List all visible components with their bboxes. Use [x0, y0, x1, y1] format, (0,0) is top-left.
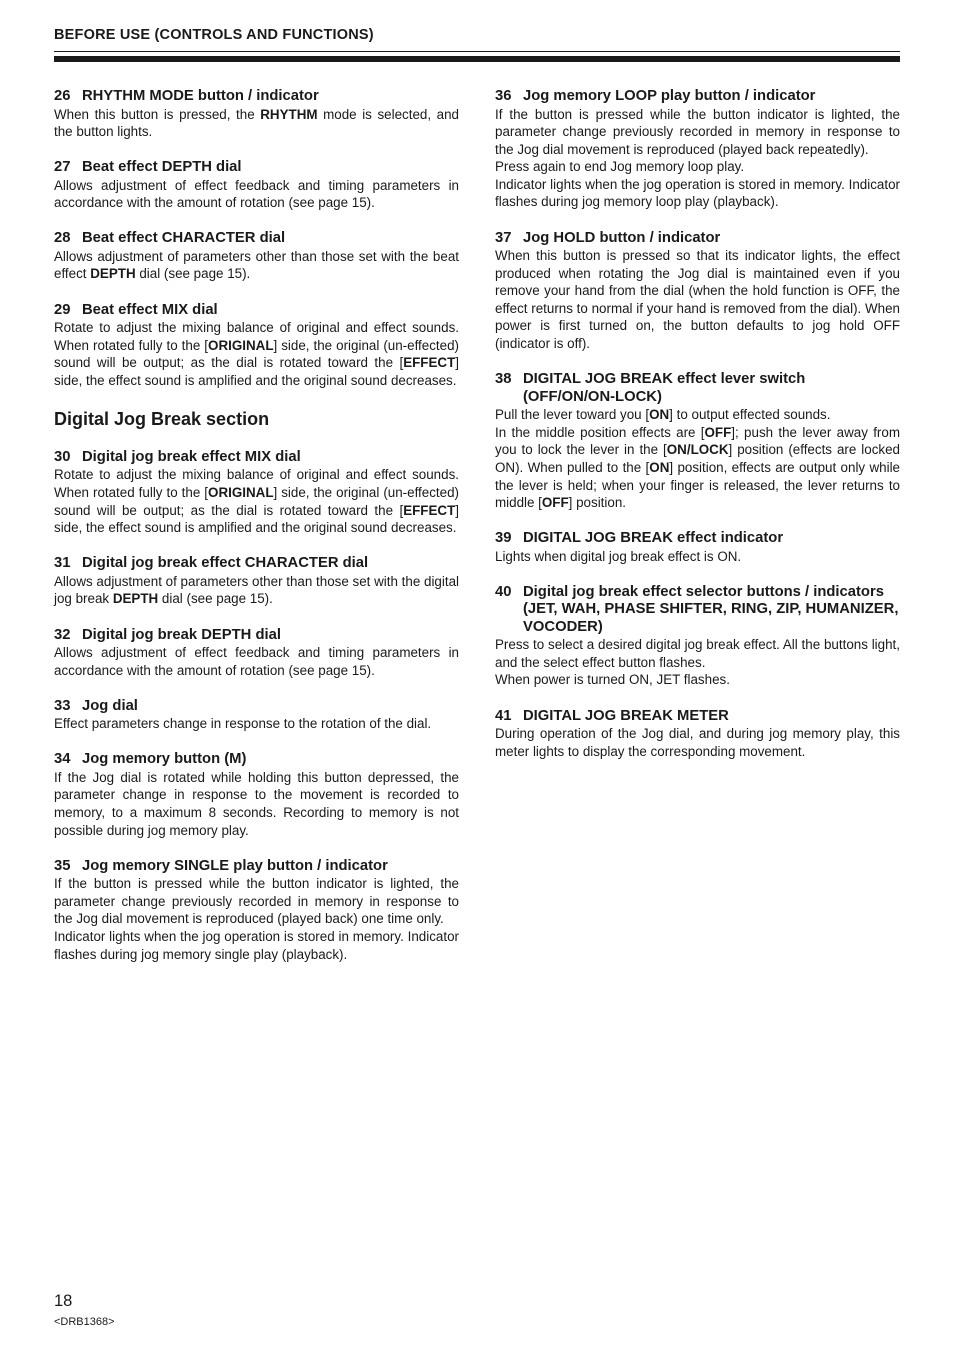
- left-items-a: [54, 88, 459, 389]
- emphasized-term: OFF: [704, 424, 732, 440]
- description-paragraph: [54, 319, 459, 389]
- item-number: 39: [495, 530, 512, 547]
- description-paragraph: [54, 644, 459, 679]
- page-number: 18: [54, 1292, 73, 1310]
- emphasized-term: EFFECT: [403, 355, 456, 371]
- control-item-26: [54, 88, 459, 141]
- text-run: In the middle position effects are [: [495, 424, 705, 440]
- item-number: 38: [495, 371, 512, 388]
- page-header: BEFORE USE (CONTROLS AND FUNCTIONS): [54, 27, 374, 43]
- item-description: [54, 769, 459, 839]
- description-paragraph: [54, 875, 459, 928]
- description-paragraph: [54, 248, 459, 283]
- item-description: [54, 573, 459, 608]
- text-run: ] side, the effect sound is amplified and the original sound decreases.: [54, 355, 459, 388]
- section-title: Digital Jog Break section: [54, 408, 270, 429]
- item-title: DIGITAL JOG BREAK METER: [523, 707, 729, 724]
- description-paragraph: [495, 424, 900, 512]
- text-run: Press again to end Jog memory loop play.: [495, 159, 745, 175]
- item-description: [495, 548, 900, 566]
- text-run: Indicator lights when the jog operation is stored in memory. Indicator flashes during jog memory loop play (playback).: [495, 176, 900, 210]
- item-title: DIGITAL JOG BREAK effect indicator: [523, 530, 784, 547]
- item-number: 27: [54, 159, 71, 176]
- description-paragraph: [495, 247, 900, 353]
- text-run: dial (see page 15).: [158, 591, 273, 607]
- item-description: [54, 319, 459, 389]
- item-heading: [495, 530, 900, 548]
- emphasized-term: RHYTHM: [260, 106, 318, 122]
- item-title: Digital jog break DEPTH dial: [82, 626, 281, 643]
- control-item-27: [54, 159, 459, 212]
- text-run: ] position, effects are output only while the lever is held; when your finger is released, the lever returns to middle [: [495, 459, 900, 511]
- text-run: Indicator lights when the jog operation is stored in memory. Indicator flashes during jog memory single play (playback).: [54, 928, 459, 962]
- control-item-31: [54, 555, 459, 608]
- item-title: Digital jog break effect selector buttons / indicators (JET, WAH, PHASE SHIFTER, RING, ZIP, HUMANIZER, VOCODER): [523, 583, 899, 635]
- item-title: Digital jog break effect MIX dial: [82, 448, 301, 465]
- control-item-38: [495, 371, 900, 512]
- item-heading: [54, 88, 459, 106]
- item-heading: [54, 627, 459, 645]
- doc-code: <DRB1368>: [54, 1316, 115, 1328]
- item-number: 29: [54, 301, 71, 318]
- description-paragraph: [54, 573, 459, 608]
- item-number: 32: [54, 626, 71, 643]
- description-paragraph: [495, 106, 900, 159]
- text-run: If the button is pressed while the button indicator is lighted, the parameter change previously recorded in memory in response to the Jog dial movement is reproduced (played back repeatedly).: [495, 106, 900, 157]
- description-paragraph: [54, 466, 459, 536]
- item-number: 28: [54, 230, 71, 247]
- text-run: Rotate to adjust the mixing balance of original and effect sounds. When rotated fully to the [: [54, 320, 459, 353]
- item-heading: [495, 708, 900, 726]
- item-description: [54, 875, 459, 963]
- item-heading: [495, 88, 900, 106]
- control-item-34: [54, 751, 459, 839]
- right-items: [495, 88, 900, 760]
- item-number: 41: [495, 707, 512, 724]
- control-item-28: [54, 230, 459, 283]
- text-run: mode is selected, and the button lights.: [54, 106, 459, 140]
- emphasized-term: ON/LOCK: [666, 442, 729, 458]
- item-heading: [495, 371, 900, 406]
- header-rule-thin: [54, 51, 900, 52]
- left-items-b: [54, 449, 459, 963]
- emphasized-term: ORIGINAL: [208, 337, 274, 353]
- item-description: [54, 177, 459, 212]
- item-heading: [54, 159, 459, 177]
- item-title: Jog dial: [82, 697, 138, 714]
- control-item-30: [54, 449, 459, 537]
- item-heading: [54, 302, 459, 320]
- item-heading: [54, 449, 459, 467]
- text-run: Press to select a desired digital jog break effect. All the buttons light, and the select effect button flashes.: [495, 637, 900, 670]
- text-run: Allows adjustment of parameters other than those set with the digital jog break: [54, 573, 459, 607]
- control-item-37: [495, 230, 900, 353]
- text-run: ] side, the original (un-effected) sound will be output; as the dial is rotated toward the [: [54, 485, 459, 518]
- item-title: Beat effect MIX dial: [82, 301, 218, 318]
- item-description: [54, 644, 459, 679]
- text-run: Allows adjustment of parameters other than those set with the beat effect: [54, 248, 459, 282]
- item-title: Digital jog break effect CHARACTER dial: [82, 555, 369, 572]
- control-item-41: [495, 708, 900, 761]
- item-title: Beat effect DEPTH dial: [82, 159, 242, 176]
- text-run: Effect parameters change in response to the rotation of the dial.: [54, 716, 432, 732]
- item-heading: [54, 698, 459, 716]
- text-run: If the button is pressed while the button indicator is lighted, the parameter change previously recorded in memory in response to the Jog dial movement is reproduced (played back) one time only.: [54, 876, 459, 927]
- item-number: 35: [54, 857, 71, 874]
- control-item-35: [54, 858, 459, 963]
- item-number: 34: [54, 751, 71, 768]
- item-description: [495, 636, 900, 689]
- item-title: Jog memory button (M): [82, 751, 247, 768]
- text-run: dial (see page 15).: [135, 266, 251, 282]
- text-run: ] side, the original (un-effected) sound will be output; as the dial is rotated toward the [: [54, 337, 459, 371]
- item-title: DIGITAL JOG BREAK effect lever switch (OFF/ON/ON-LOCK): [523, 371, 806, 405]
- control-item-29: [54, 302, 459, 390]
- item-heading: [54, 858, 459, 876]
- item-heading: [54, 230, 459, 248]
- description-paragraph: [495, 176, 900, 211]
- description-paragraph: [495, 158, 900, 176]
- text-run: Allows adjustment of effect feedback and timing parameters in accordance with the amount of rotation (see page 15).: [54, 177, 459, 211]
- item-number: 33: [54, 697, 71, 714]
- emphasized-term: OFF: [541, 495, 569, 511]
- item-number: 40: [495, 583, 512, 600]
- emphasized-term: ON: [649, 407, 670, 423]
- item-description: [495, 106, 900, 212]
- item-heading: [495, 230, 900, 248]
- item-heading: [495, 584, 900, 637]
- description-paragraph: [54, 928, 459, 963]
- text-run: ] position.: [568, 495, 626, 511]
- control-item-40: [495, 584, 900, 689]
- text-run: ]; push the lever away from you to lock the lever in the [: [495, 424, 900, 458]
- description-paragraph: [495, 725, 900, 760]
- text-run: When this button is pressed so that its indicator lights, the effect produced when rotating the Jog dial is maintained even if you remove your hand from the dial (when the hold function is OFF, the effect returns to normal if your hand is removed from the dial). When power is first turned on, the button defaults to jog hold OFF (indicator is off).: [495, 248, 900, 352]
- control-item-39: [495, 530, 900, 565]
- control-item-33: [54, 698, 459, 733]
- text-run: When this button is pressed, the: [54, 106, 261, 122]
- emphasized-term: EFFECT: [403, 502, 456, 518]
- item-title: RHYTHM MODE button / indicator: [82, 88, 319, 104]
- right-column: [495, 88, 900, 779]
- item-title: Jog memory SINGLE play button / indicator: [82, 857, 388, 874]
- emphasized-term: ORIGINAL: [208, 485, 274, 501]
- text-run: If the Jog dial is rotated while holding this button depressed, the parameter change in response to the movement is recorded to memory, to a maximum 8 seconds. Recording to memory is not possible during jog memory play.: [54, 769, 459, 838]
- text-run: ] position (effects are locked ON). When pulled to the [: [495, 442, 900, 475]
- item-number: 37: [495, 229, 512, 246]
- text-run: ] to output effected sounds.: [669, 407, 831, 423]
- item-title: Jog HOLD button / indicator: [523, 229, 721, 246]
- item-description: [54, 248, 459, 283]
- item-description: [495, 406, 900, 512]
- control-item-32: [54, 627, 459, 680]
- control-item-36: [495, 88, 900, 211]
- text-run: Rotate to adjust the mixing balance of original and effect sounds. When rotated fully to the [: [54, 467, 459, 501]
- emphasized-term: DEPTH: [112, 591, 159, 607]
- item-description: [54, 466, 459, 536]
- item-number: 30: [54, 448, 71, 465]
- emphasized-term: ON: [649, 459, 670, 475]
- description-paragraph: [54, 769, 459, 839]
- description-paragraph: [54, 177, 459, 212]
- item-description: [495, 247, 900, 353]
- emphasized-term: DEPTH: [90, 266, 136, 282]
- item-description: [495, 725, 900, 760]
- description-paragraph: [495, 671, 900, 689]
- description-paragraph: [54, 715, 459, 733]
- item-number: 36: [495, 88, 512, 104]
- item-heading: [54, 751, 459, 769]
- description-paragraph: [495, 636, 900, 671]
- item-title: Beat effect CHARACTER dial: [82, 230, 286, 247]
- item-number: 31: [54, 555, 71, 572]
- item-number: 26: [54, 88, 71, 104]
- description-paragraph: [495, 406, 900, 424]
- item-description: [54, 715, 459, 733]
- left-column: [54, 88, 459, 982]
- item-title: Jog memory LOOP play button / indicator: [523, 88, 816, 104]
- description-paragraph: [54, 106, 459, 141]
- text-run: When power is turned ON, JET flashes.: [495, 672, 730, 688]
- text-run: During operation of the Jog dial, and during jog memory play, this meter lights to display the corresponding movement.: [495, 726, 900, 759]
- text-run: Pull the lever toward you [: [495, 407, 650, 423]
- item-description: [54, 106, 459, 141]
- text-run: Allows adjustment of effect feedback and timing parameters in accordance with the amount of rotation (see page 15).: [54, 645, 459, 678]
- text-run: ] side, the effect sound is amplified and the original sound decreases.: [54, 502, 459, 536]
- text-run: Lights when digital jog break effect is ON.: [495, 548, 742, 564]
- description-paragraph: [495, 548, 900, 566]
- item-heading: [54, 555, 459, 573]
- header-rule-thick: [54, 56, 900, 62]
